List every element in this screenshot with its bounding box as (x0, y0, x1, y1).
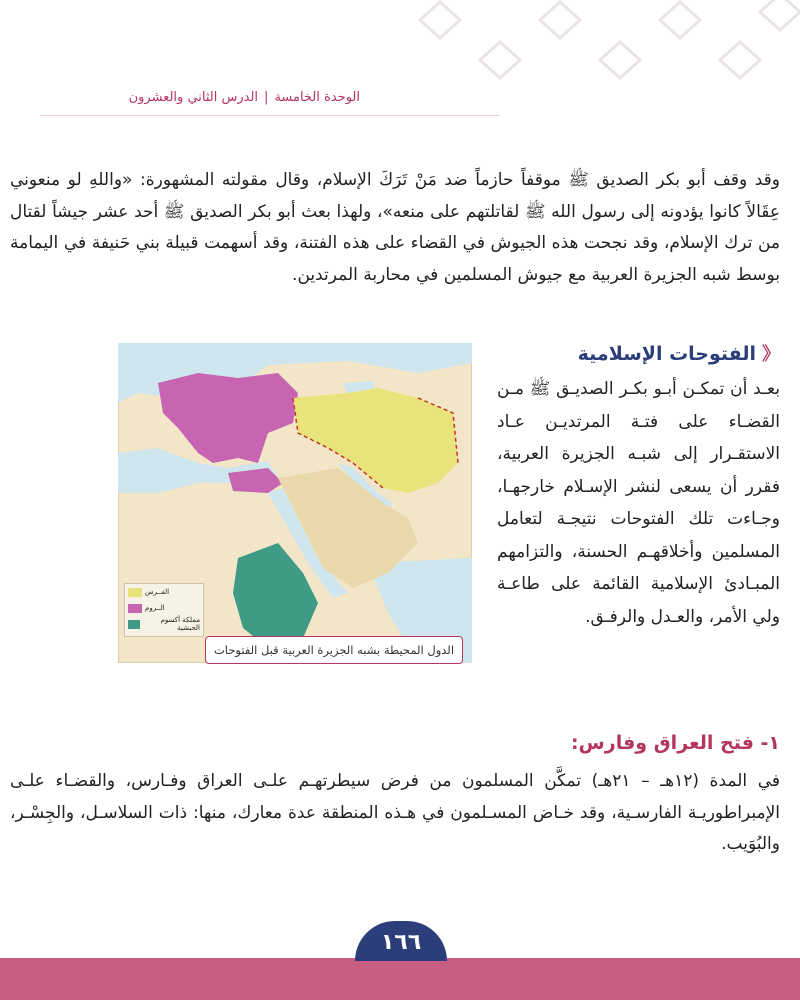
decorative-pattern (0, 0, 800, 95)
subsection-paragraph: في المدة (١٢هـ – ٢١هـ) تمكَّن المسلمون من فرض سيطرتهـم علـى العراق وفـارس، والقضـاء علـى الإمبراطوريـة الفارسـية، وقد خـاض المسـلمون في هـذه المنطقة عدة معارك، منها: ذات السلاسـل، والجِسْـر، والبُوَيب. (10, 771, 780, 854)
legend-swatch (128, 588, 142, 597)
page-number: ١٦٦ (355, 921, 447, 961)
chevron-icon: 《 (762, 344, 780, 365)
page-header (129, 90, 360, 105)
section-title: الفتوحات الإسلامية (577, 343, 756, 365)
lesson-title: الدرس الثاني والعشرون (128, 90, 259, 105)
map-legend (124, 583, 204, 637)
legend-label: الفــرس (145, 588, 170, 596)
map-caption: الدول المحيطة بشبه الجزيرة العربية قبل الفتوحات (205, 636, 463, 664)
legend-swatch (128, 604, 142, 613)
header-rule (40, 115, 500, 116)
legend-item-romans (125, 600, 203, 616)
header-separator: | (264, 90, 269, 105)
legend-item-aksum (125, 616, 203, 632)
legend-swatch (128, 620, 140, 629)
unit-title: الوحدة الخامسة (274, 90, 360, 105)
section-heading (500, 340, 780, 366)
historical-map (118, 343, 472, 663)
legend-item-persians (125, 584, 203, 600)
subsection-title: ١- فتح العراق وفارس: (570, 732, 780, 754)
legend-label: الــروم (145, 604, 165, 612)
section-paragraph: بعـد أن تمكـن أبـو بكـر الصديـق ﷺ مـن القضـاء على فتـة المرتديـن عـاد الاستقـرار إلى شبـه الجزيرة العربية، فقرر أن يسعى لنشر الإسـلام خارجهـا، وجـاءت تلك الفتوحات نتيجـة لتعامل المسلمين وأخلاقهـم الحسنة، والتزامهم المبـادئ الإسلامية القائمة على طاعـة ولي الأمر، والعـدل والرفـق. (497, 379, 780, 627)
legend-label: مملكة أكسوم الحبشية (160, 616, 200, 632)
intro-paragraph: وقد وقف أبو بكر الصديق ﷺ موقفاً حازماً ضد مَنْ تَرَكَ الإسلام، وقال مقولته المشهورة: «واللهِ لو منعوني عِقَالاً كانوا يؤدونه إلى رسول الله ﷺ لقاتلتهم على منعه»، ولهذا بعث أبو بكر الصديق ﷺ أحد عشر جيشاً لقتال من ترك الإسلام، وقد نجحت هذه الجيوش في القضاء على هذه الفتنة، وقد أسهمت قبيلة بني حَنيفة في اليمامة بوسط شبه الجزيرة العربية مع جيوش المسلمين في محاربة المرتدين. (10, 170, 780, 285)
footer-band (0, 958, 800, 1000)
